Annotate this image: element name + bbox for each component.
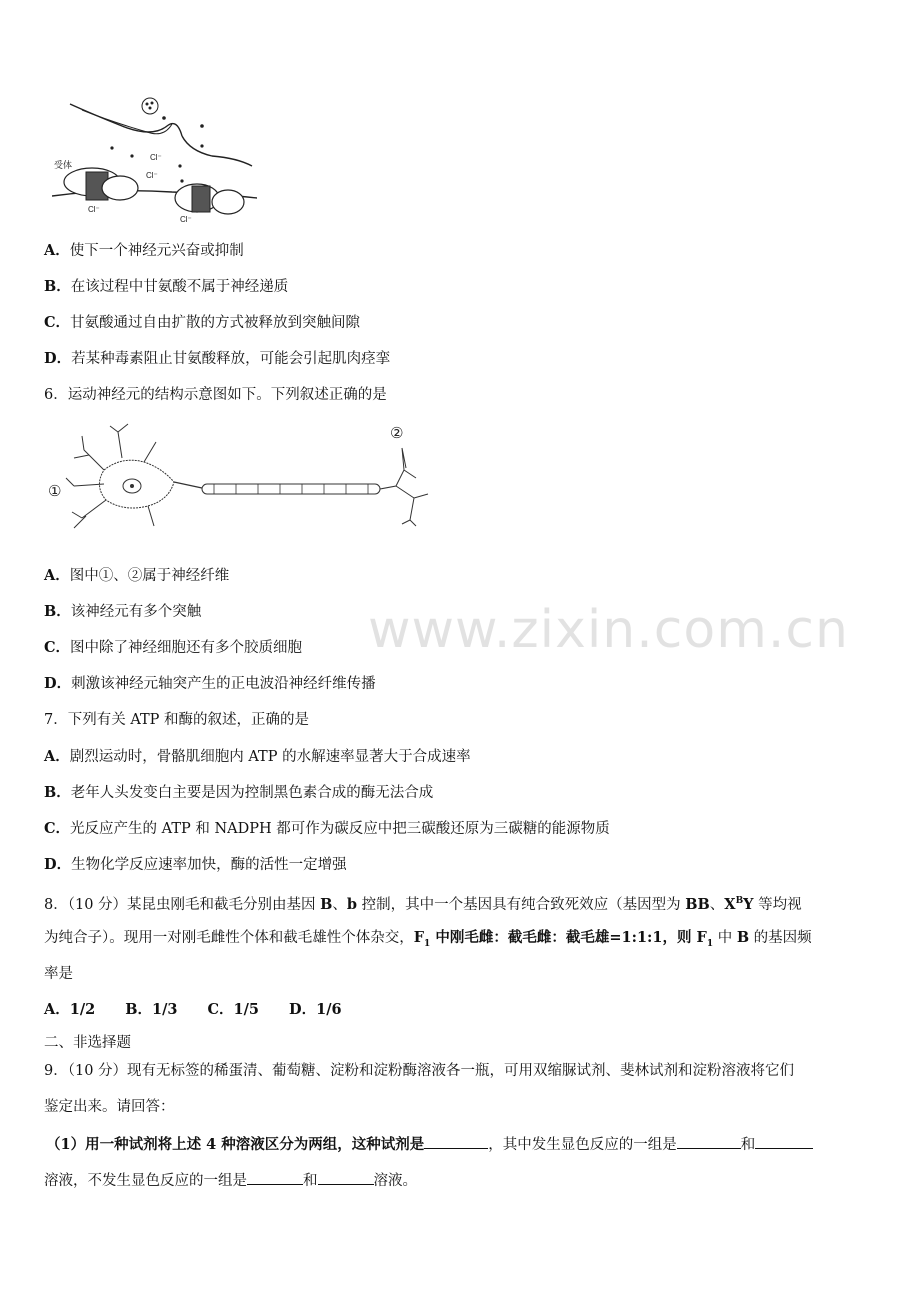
q5-option-a: A．使下一个神经元兴奋或抑制	[44, 242, 244, 259]
q7-option-c: C．光反应产生的 ATP 和 NADPH 都可作为碳反应中把三碳酸还原为三碳糖的能源物质	[44, 820, 610, 837]
section-heading: 二、非选择题	[44, 1035, 131, 1051]
q6-option-d: D．刺激该神经元轴突产生的正电波沿神经纤维传播	[44, 675, 376, 692]
q7-option-a: A．剧烈运动时，骨骼肌细胞内 ATP 的水解速率显著大于合成速率	[44, 748, 471, 765]
chloride-label: Cl⁻	[180, 215, 192, 224]
q6-option-a: A．图中①、②属于神经纤维	[44, 567, 230, 584]
chloride-label: Cl⁻	[88, 205, 100, 214]
answer-blank[interactable]	[677, 1134, 741, 1149]
synapse-figure	[52, 96, 257, 230]
q9-stem-line1: 9．（10 分）现有无标签的稀蛋清、葡萄糖、淀粉和淀粉酶溶液各一瓶，可用双缩脲试剂、斐林试剂和淀粉溶液将它们	[44, 1063, 795, 1079]
receptor-label: 受体	[54, 160, 73, 170]
q8-option-b: B．1/3	[125, 1001, 178, 1018]
answer-blank[interactable]	[318, 1170, 374, 1185]
q7-stem: 7．下列有关 ATP 和酶的叙述，正确的是	[44, 712, 310, 728]
chloride-label: Cl⁻	[150, 153, 162, 162]
q8-option-c: C．1/5	[207, 1001, 260, 1018]
q6-stem: 6．运动神经元的结构示意图如下。下列叙述正确的是	[44, 387, 387, 403]
q8-stem-line3: 率是	[44, 966, 73, 982]
label-1: ①	[48, 482, 62, 500]
q7-option-b: B．老年人头发变白主要是因为控制黑色素合成的酶无法合成	[44, 784, 434, 801]
q5-option-c: C．甘氨酸通过自由扩散的方式被释放到突触间隙	[44, 314, 361, 331]
q5-option-d: D．若某种毒素阻止甘氨酸释放，可能会引起肌肉痉挛	[44, 350, 391, 367]
answer-blank[interactable]	[247, 1170, 303, 1185]
q6-option-c: C．图中除了神经细胞还有多个胶质细胞	[44, 639, 303, 656]
neuron-figure	[44, 420, 444, 545]
q8-stem-line1: 8．（10 分）某昆虫刚毛和截毛分别由基因 B、b 控制，其中一个基因具有纯合致死效应（基因型为 BB、$X^BY$ 等均视	[44, 895, 802, 913]
q8-option-a: A．1/2	[44, 1001, 96, 1018]
chloride-label: Cl⁻	[146, 171, 158, 180]
q9-sub1-line1: （1）用一种试剂将上述 4 种溶液区分为两组，这种试剂是 ，其中发生显色反应的一组是 和	[46, 1134, 813, 1155]
q8-option-d: D．1/6	[289, 1001, 342, 1018]
q6-option-b: B．该神经元有多个突触	[44, 603, 202, 620]
answer-blank[interactable]	[424, 1134, 488, 1149]
watermark: www.zixin.com.cn	[368, 600, 849, 660]
q8-stem-line2: 为纯合子）。现用一对刚毛雌性个体和截毛雄性个体杂交，$F_1$ 中刚毛雌：截毛雌：截毛雄=1:1:1，则 $F_1$ 中 B 的基因频	[44, 929, 812, 949]
label-2: ②	[390, 424, 404, 442]
q8-options	[44, 1000, 372, 1020]
answer-blank[interactable]	[755, 1134, 813, 1149]
q5-option-b: B．在该过程中甘氨酸不属于神经递质	[44, 278, 289, 295]
q9-stem-line2: 鉴定出来。请回答：	[44, 1099, 175, 1115]
neuron-diagram	[44, 420, 444, 545]
q9-sub1-line2: 溶液，不发生显色反应的一组是 和 溶液。	[44, 1170, 417, 1191]
q7-option-d: D．生物化学反应速率加快，酶的活性一定增强	[44, 856, 347, 873]
synapse-diagram	[52, 96, 257, 230]
